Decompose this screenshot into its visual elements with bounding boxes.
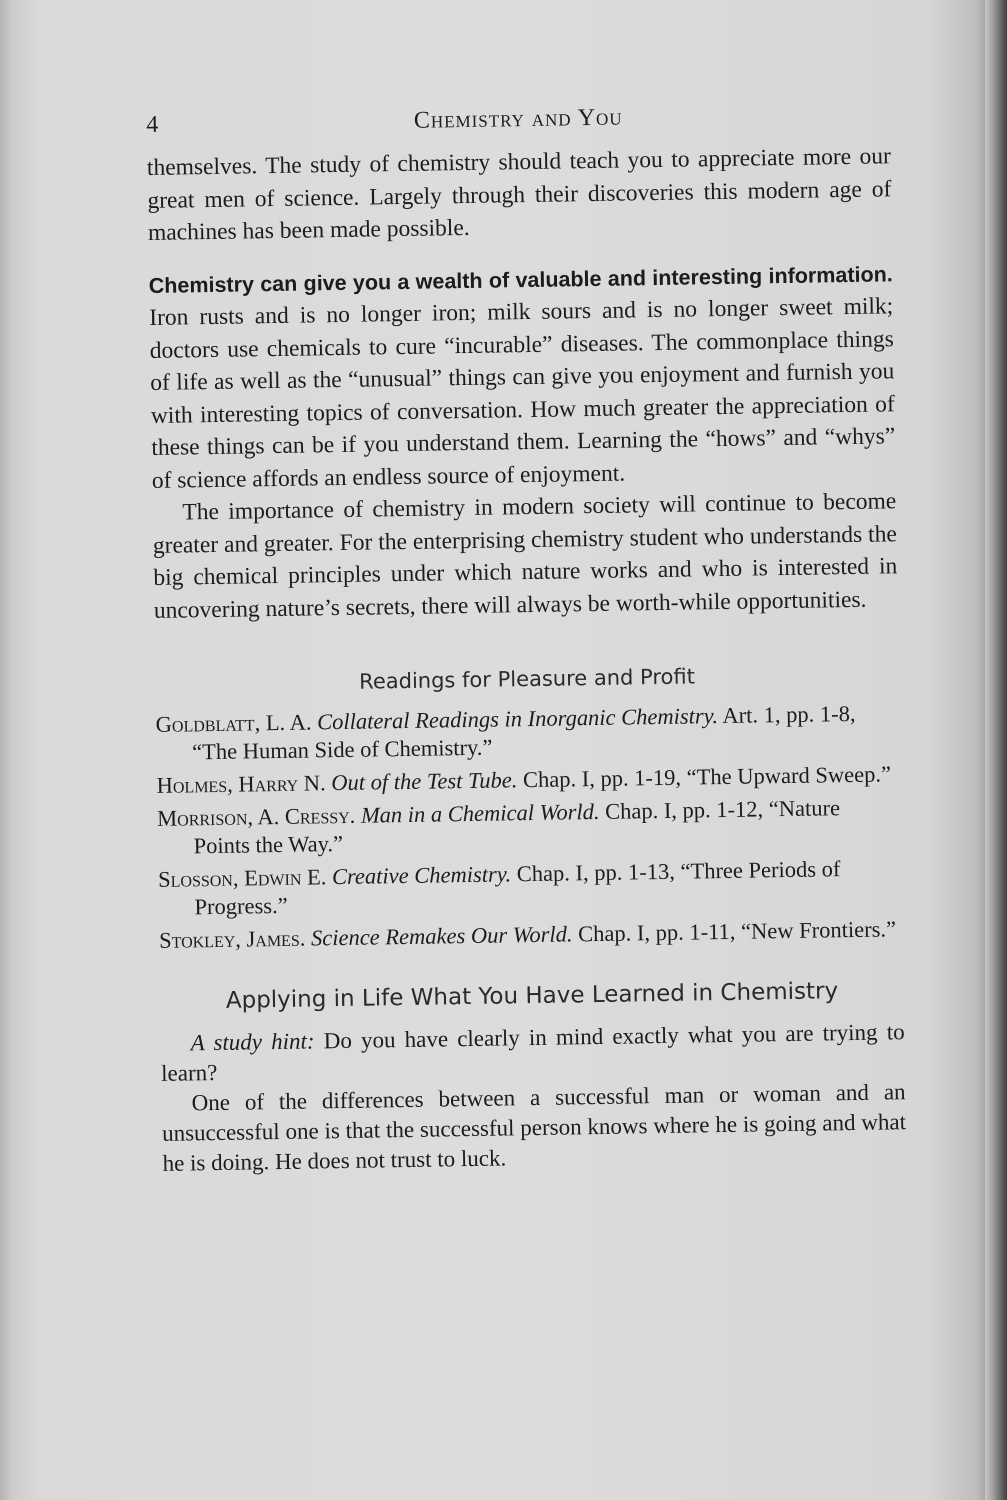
running-head: Chemistry and You bbox=[413, 104, 623, 134]
reading-author: Holmes, Harry N. bbox=[156, 770, 326, 798]
reading-title: Out of the Test Tube. bbox=[331, 767, 518, 796]
page-binding-shadow bbox=[985, 0, 1007, 1500]
reading-title: Collateral Readings in Inorganic Chemistry. bbox=[316, 703, 719, 735]
page-content bbox=[146, 96, 907, 1179]
reading-title: Science Remakes Our World. bbox=[310, 921, 573, 951]
reading-item bbox=[156, 760, 900, 800]
page-left-edge bbox=[0, 0, 14, 1500]
reading-item bbox=[158, 854, 903, 922]
reading-author: Stokley, James. bbox=[158, 925, 306, 953]
paragraph-wealth bbox=[149, 258, 896, 497]
paragraph-body: Iron rusts and is no longer iron; milk sours and is no longer sweet milk; doctors use chemicals to cure “incurable” diseases. The commonplace things of life as well as the “unusual” things can give you enjoyment and furnish you with interesting topics of conversation. How much greater the appreciation of these things can be if you understand them. Learning the “hows” and “whys” of science affords an endless source of enjoyment. bbox=[149, 293, 896, 494]
reading-item bbox=[155, 699, 900, 767]
reading-detail: Chap. I, pp. 1-19, “The Upward Sweep.” bbox=[517, 761, 892, 793]
paragraph-lead-heading: Chemistry can give you a wealth of valuable and interesting information. bbox=[148, 261, 893, 298]
reading-detail: Chap. I, pp. 1-11, “New Frontiers.” bbox=[572, 916, 897, 947]
reading-detail: Art. 1, pp. 1-8, “The Human Side of Chemistry.” bbox=[191, 700, 856, 765]
readings-heading: Readings for Pleasure and Profit bbox=[359, 664, 696, 694]
reading-detail: Chap. I, pp. 1-12, “Nature Points the Way.” bbox=[193, 795, 841, 859]
page-number: 4 bbox=[146, 111, 159, 138]
applying-heading: Applying in Life What You Have Learned in Chemistry bbox=[225, 978, 839, 1014]
paragraph-success: One of the differences between a successful man or woman and an unsuccessful one is that the successful person knows where he is going and what he is doing. He does not trust to luck. bbox=[161, 1079, 907, 1176]
readings-list bbox=[155, 699, 903, 955]
reading-author: Morrison, A. Cressy. bbox=[156, 802, 356, 831]
reading-item bbox=[157, 793, 902, 861]
reading-title: Creative Chemistry. bbox=[331, 861, 512, 890]
reading-item bbox=[159, 915, 903, 955]
paragraph-importance: The importance of chemistry in modern society will continue to become greater and greater. For the enterprising chemistry student who understands the big chemical principles under which nature works and who is interested in uncovering nature’s secrets, there will always be worth-while opportunities. bbox=[152, 488, 898, 624]
study-hint-label: A study hint: bbox=[190, 1028, 315, 1056]
study-hint-text: Do you have clearly in mind exactly what you are trying to learn? bbox=[160, 1019, 905, 1086]
reading-title: Man in a Chemical World. bbox=[360, 798, 600, 828]
reading-author: Slosson, Edwin E. bbox=[157, 864, 327, 892]
paragraph-continued: themselves. The study of chemistry should teach you to appreciate more our great men of science. Largely through their discoveries this modern age of machines has been made possible. bbox=[146, 143, 892, 246]
reading-author: Goldblatt, L. A. bbox=[155, 709, 312, 737]
reading-detail: Chap. I, pp. 1-13, “Three Periods of Progress.” bbox=[194, 856, 841, 920]
